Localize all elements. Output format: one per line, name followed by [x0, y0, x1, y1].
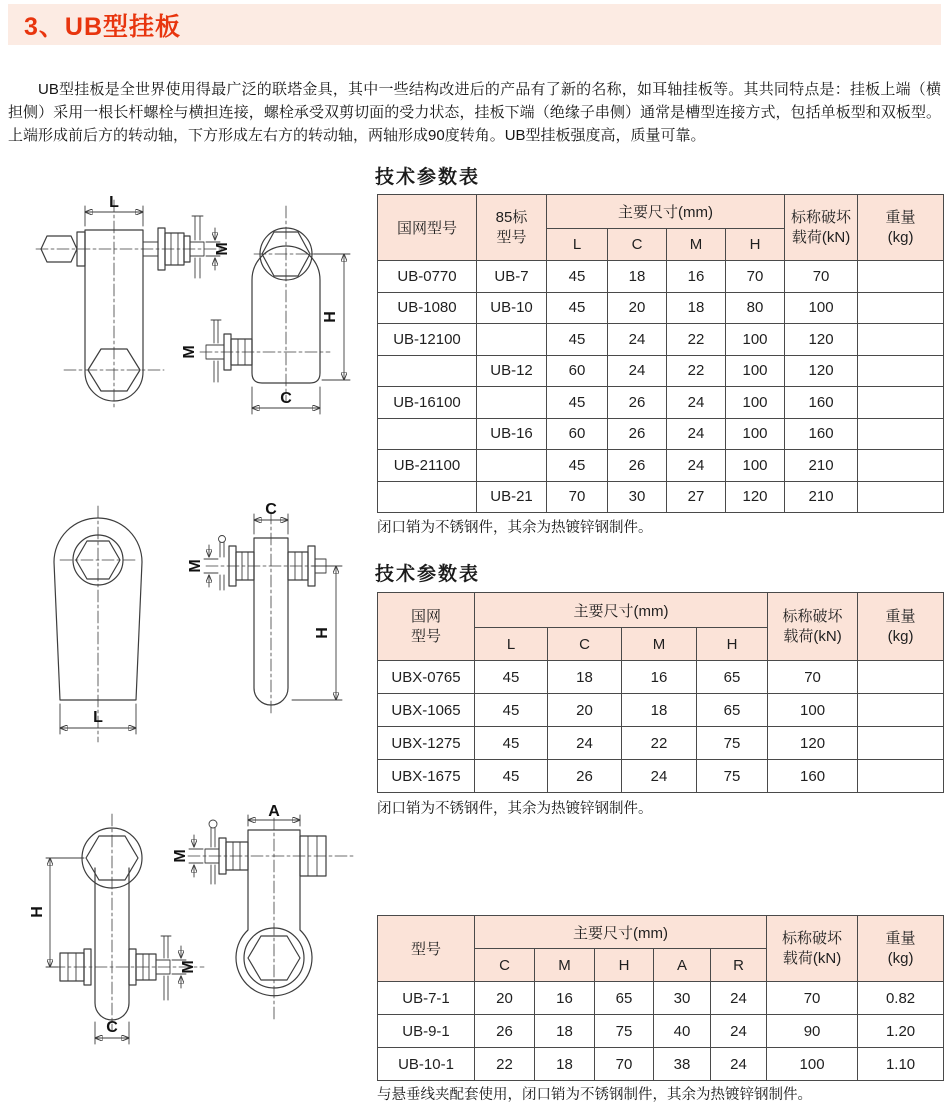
ubx-side-view [187, 501, 342, 716]
cell-C: 26 [475, 1015, 535, 1048]
cell-H: 70 [726, 261, 785, 293]
cell-load: 70 [768, 661, 858, 694]
cell-C: 26 [608, 387, 667, 419]
col-header-main-dims: 主要尺寸(mm) [547, 195, 785, 229]
cell-A: 30 [654, 982, 711, 1015]
col-header-model: 型号 [378, 916, 475, 982]
cell-M: 27 [667, 481, 726, 513]
col-header-load [768, 593, 858, 661]
header-line: (kg) [887, 228, 914, 246]
dim-label-H: H [314, 627, 331, 639]
cell-H: 100 [726, 355, 785, 387]
cell-A: 40 [654, 1015, 711, 1048]
header-line: 重量 [885, 930, 916, 947]
ub1-side-view [172, 803, 353, 1022]
header-line: 型号 [410, 627, 441, 645]
cell-M: 16 [622, 661, 697, 694]
cell-L: 60 [547, 355, 608, 387]
table-body [378, 982, 944, 1081]
cell-load: 210 [785, 450, 858, 482]
col-header-grid-model: 国网型号 [378, 195, 477, 261]
cell-L: 45 [547, 450, 608, 482]
header-line: 载荷(kN) [783, 627, 842, 645]
cell-H: 75 [595, 1015, 654, 1048]
dim-label-C: C [106, 1019, 118, 1036]
cell-std85 [477, 387, 547, 419]
cell-grid-model: UBX-0765 [378, 661, 475, 694]
cell-load: 210 [785, 481, 858, 513]
cell-M: 24 [622, 760, 697, 793]
cell-load: 160 [785, 418, 858, 450]
cell-L: 45 [547, 292, 608, 324]
header-line: 载荷(kN) [791, 228, 851, 246]
cell-load: 160 [785, 387, 858, 419]
cell-H: 75 [697, 727, 768, 760]
dim-label-C: C [280, 390, 292, 407]
table-row [378, 418, 944, 450]
cell-L: 45 [547, 324, 608, 356]
dim-label-A: A [268, 803, 280, 820]
cell-H: 100 [726, 324, 785, 356]
table-body [378, 661, 944, 793]
cell-weight [858, 481, 944, 513]
cell-weight [858, 418, 944, 450]
table-row [378, 661, 944, 694]
cell-std85 [477, 324, 547, 356]
col-header-load [767, 916, 858, 982]
col-header-C: C [608, 229, 667, 261]
cell-std85: UB-10 [477, 292, 547, 324]
table1-note: 闭口销为不锈钢件，其余为热镀锌钢制件。 [377, 520, 653, 536]
table-row [378, 1015, 944, 1048]
cell-grid-model: UBX-1275 [378, 727, 475, 760]
cell-grid-model [378, 355, 477, 387]
cell-A: 38 [654, 1048, 711, 1081]
header-line: 85标 [495, 209, 528, 226]
cell-load: 120 [768, 727, 858, 760]
cell-model: UB-7-1 [378, 982, 475, 1015]
cell-L: 45 [475, 694, 548, 727]
header-line: 标称破坏 [782, 930, 843, 947]
cell-H: 100 [726, 418, 785, 450]
cell-H: 100 [726, 450, 785, 482]
table-body [378, 261, 944, 513]
col-header-H: H [595, 949, 654, 982]
figure-ub1-drawing [8, 803, 368, 1098]
cell-C: 26 [608, 418, 667, 450]
col-header-std85 [477, 195, 547, 261]
cell-L: 60 [547, 418, 608, 450]
ub-side-view [181, 206, 350, 414]
cell-M: 24 [667, 418, 726, 450]
cell-H: 75 [697, 760, 768, 793]
cell-L: 70 [547, 481, 608, 513]
title-banner [8, 4, 941, 45]
cell-H: 120 [726, 481, 785, 513]
ubx-front-view [54, 506, 142, 742]
table-row [378, 727, 944, 760]
cell-load: 70 [785, 261, 858, 293]
cell-H: 65 [595, 982, 654, 1015]
cell-weight [858, 450, 944, 482]
cell-M: 22 [667, 355, 726, 387]
cell-C: 18 [608, 261, 667, 293]
col-header-main-dims: 主要尺寸(mm) [475, 916, 767, 949]
dim-label-H: H [29, 906, 46, 918]
ub1-front-view [29, 814, 204, 1044]
cell-weight [858, 694, 944, 727]
cell-C: 24 [608, 324, 667, 356]
col-header-L: L [547, 229, 608, 261]
col-header-L: L [475, 628, 548, 661]
cell-weight [858, 324, 944, 356]
cell-M: 24 [667, 450, 726, 482]
dim-label-H: H [322, 311, 339, 323]
table3-note: 与悬垂线夹配套使用，闭口销为不锈钢制件，其余为热镀锌钢制件。 [377, 1087, 812, 1103]
cell-weight [858, 292, 944, 324]
header-line: 标称破坏 [791, 209, 852, 226]
col-header-M: M [622, 628, 697, 661]
cell-M: 16 [535, 982, 595, 1015]
cell-C: 26 [548, 760, 622, 793]
cell-R: 24 [711, 1015, 767, 1048]
cell-R: 24 [711, 1048, 767, 1081]
figure-ubx-drawing [8, 498, 368, 808]
cell-grid-model [378, 481, 477, 513]
header-line: 型号 [496, 228, 527, 246]
col-header-C: C [475, 949, 535, 982]
cell-weight [858, 760, 944, 793]
col-header-H: H [697, 628, 768, 661]
ub-front-view [36, 194, 231, 410]
table-row [378, 261, 944, 293]
cell-weight [858, 727, 944, 760]
cell-C: 22 [475, 1048, 535, 1081]
dim-label-L: L [109, 194, 119, 211]
ub1-parameter-table [377, 915, 944, 1081]
cell-M: 18 [622, 694, 697, 727]
col-header-M: M [535, 949, 595, 982]
cell-load: 100 [767, 1048, 858, 1081]
cell-weight [858, 387, 944, 419]
cell-L: 45 [547, 387, 608, 419]
table-row [378, 760, 944, 793]
cell-std85 [477, 450, 547, 482]
cell-load: 90 [767, 1015, 858, 1048]
dim-label-C: C [265, 501, 277, 518]
table-row [378, 387, 944, 419]
cell-grid-model: UB-1080 [378, 292, 477, 324]
col-header-A: A [654, 949, 711, 982]
col-header-main-dims: 主要尺寸(mm) [475, 593, 768, 628]
col-header-C: C [548, 628, 622, 661]
cell-M: 18 [535, 1048, 595, 1081]
dim-label-M: M [181, 345, 198, 359]
dim-label-M: M [214, 242, 231, 256]
cell-M: 22 [622, 727, 697, 760]
cell-H: 100 [726, 387, 785, 419]
cell-H: 65 [697, 694, 768, 727]
cell-H: 65 [697, 661, 768, 694]
cell-C: 24 [608, 355, 667, 387]
cell-weight [858, 355, 944, 387]
header-line: 重量 [885, 608, 916, 625]
cell-M: 16 [667, 261, 726, 293]
header-line: 标称破坏 [782, 608, 843, 625]
cell-std85: UB-16 [477, 418, 547, 450]
cell-load: 70 [767, 982, 858, 1015]
intro-paragraph: UB型挂板是全世界使用得最广泛的联塔金具，其中一些结构改进后的产品有了新的名称，如耳轴挂板等。其共同特点是：挂板上端（横担侧）采用一根长杆螺栓与横担连接，螺栓承受双剪切面的受力状态，挂板下端（绝缘子串侧）通常是槽型连接方式，包括单板型和双板型。上端形成前后方的转动轴，下方形成左右方的转动轴，两轴形成90度转角。UB型挂板强度高，质量可靠。 [8, 81, 941, 144]
ub-parameter-table [377, 194, 944, 513]
cell-H: 80 [726, 292, 785, 324]
header-line: (kg) [887, 627, 914, 645]
col-header-M: M [667, 229, 726, 261]
cell-grid-model: UB-21100 [378, 450, 477, 482]
col-header-load [785, 195, 858, 261]
dim-label-M: M [172, 849, 189, 863]
table-row [378, 292, 944, 324]
col-header-weight [858, 916, 944, 982]
figure-ub-drawing [8, 192, 368, 492]
cell-L: 45 [475, 661, 548, 694]
dim-label-L: L [93, 709, 103, 726]
cell-model: UB-10-1 [378, 1048, 475, 1081]
cell-M: 18 [667, 292, 726, 324]
cell-C: 30 [608, 481, 667, 513]
cell-load: 120 [785, 324, 858, 356]
cell-H: 70 [595, 1048, 654, 1081]
cell-grid-model: UB-16100 [378, 387, 477, 419]
cell-weight: 1.20 [858, 1015, 944, 1048]
cell-load: 100 [785, 292, 858, 324]
cell-weight: 0.82 [858, 982, 944, 1015]
cell-model: UB-9-1 [378, 1015, 475, 1048]
cell-L: 45 [547, 261, 608, 293]
cell-weight: 1.10 [858, 1048, 944, 1081]
cell-C: 20 [608, 292, 667, 324]
cell-load: 160 [768, 760, 858, 793]
table-row [378, 355, 944, 387]
cell-M: 24 [667, 387, 726, 419]
cell-C: 20 [475, 982, 535, 1015]
page-title: 3、UB型挂板 [24, 12, 182, 41]
cell-weight [858, 661, 944, 694]
cell-M: 18 [535, 1015, 595, 1048]
header-line: (kg) [887, 949, 914, 967]
cell-std85: UB-21 [477, 481, 547, 513]
table-row [378, 324, 944, 356]
cell-load: 100 [768, 694, 858, 727]
table-row [378, 1048, 944, 1081]
section1-heading: 技术参数表 [375, 167, 481, 188]
cell-load: 120 [785, 355, 858, 387]
col-header-R: R [711, 949, 767, 982]
col-header-H: H [726, 229, 785, 261]
cell-grid-model: UB-0770 [378, 261, 477, 293]
col-header-weight [858, 195, 944, 261]
table-row [378, 694, 944, 727]
ubx-parameter-table [377, 592, 944, 793]
cell-grid-model: UB-12100 [378, 324, 477, 356]
cell-C: 26 [608, 450, 667, 482]
header-line: 国网 [410, 608, 441, 625]
cell-L: 45 [475, 760, 548, 793]
header-line: 重量 [885, 209, 916, 226]
cell-grid-model: UBX-1065 [378, 694, 475, 727]
cell-C: 18 [548, 661, 622, 694]
cell-R: 24 [711, 982, 767, 1015]
table-row [378, 982, 944, 1015]
table2-note: 闭口销为不锈钢件，其余为热镀锌钢制件。 [377, 801, 653, 817]
cell-grid-model [378, 418, 477, 450]
col-header-weight [858, 593, 944, 661]
cell-L: 45 [475, 727, 548, 760]
cell-std85: UB-7 [477, 261, 547, 293]
table-row [378, 481, 944, 513]
cell-std85: UB-12 [477, 355, 547, 387]
cell-C: 24 [548, 727, 622, 760]
header-line: 载荷(kN) [782, 949, 842, 967]
section2-heading: 技术参数表 [375, 564, 481, 585]
cell-M: 22 [667, 324, 726, 356]
col-header-grid-model [378, 593, 475, 661]
dim-label-M: M [187, 559, 204, 573]
cell-C: 20 [548, 694, 622, 727]
cell-weight [858, 261, 944, 293]
cell-grid-model: UBX-1675 [378, 760, 475, 793]
dim-label-M: M [180, 960, 197, 974]
table-row [378, 450, 944, 482]
